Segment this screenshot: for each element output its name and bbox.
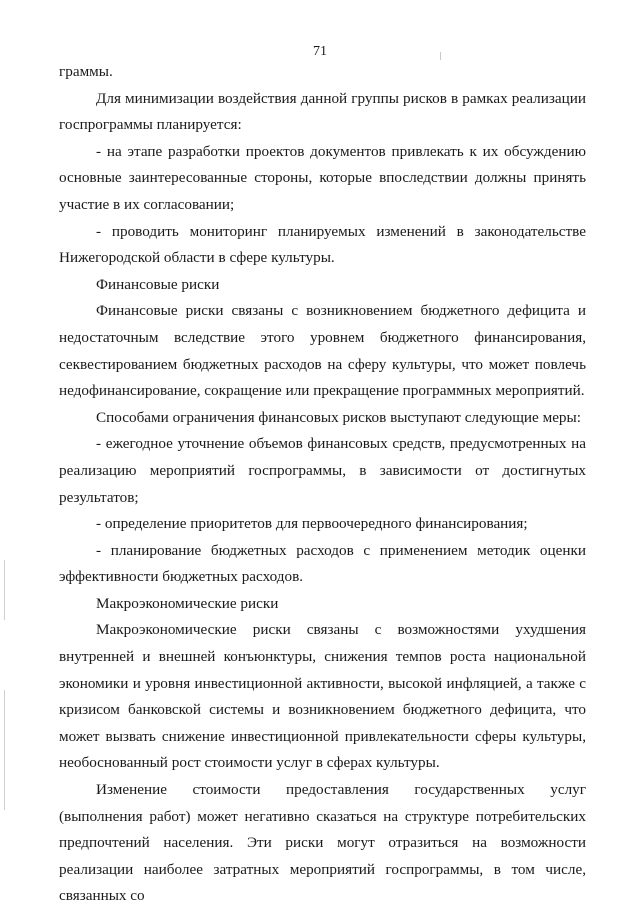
scan-edge-mark (4, 690, 5, 810)
body-paragraph: - определение приоритетов для первоочередного финансирования; (96, 515, 528, 533)
body-paragraph: Изменение стоимости предоставления государственных услуг (выполнения работ) может негативно сказаться на структуре потребительских предпочтений населения. Эти риски могут отразиться на возможности реализации наиболее затратных мероприятий госпрограммы, в том числе, связанных со (59, 781, 586, 905)
body-paragraph: Финансовые риски связаны с возникновением бюджетного дефицита и недостаточным вследствие этого уровнем бюджетного финансирования, секвестированием бюджетных расходов на сферу культуры, что может повлечь недофинансирование, сокращение или прекращение программных мероприятий. (59, 302, 586, 400)
page-number: 71 (313, 44, 327, 59)
body-paragraph: - планирование бюджетных расходов с применением методик оценки эффективности бюджетных расходов. (59, 541, 586, 586)
body-paragraph: Способами ограничения финансовых рисков выступают следующие меры: (96, 408, 581, 426)
section-heading: Макроэкономические риски (96, 594, 279, 612)
scan-edge-mark (4, 560, 5, 620)
body-paragraph: - проводить мониторинг планируемых изменений в законодательстве Нижегородской области в сфере культуры. (59, 222, 586, 267)
document-body (59, 59, 586, 910)
body-paragraph: Макроэкономические риски связаны с возможностями ухудшения внутренней и внешней конъюнктуры, снижения темпов роста национальной экономики и уровня инвестиционной активности, высокой инфляцией, а также с кризисом банковской системы и возникновением бюджетного дефицита, что может вызвать снижение инвестиционной привлекательности сферы культуры, необоснованный рост стоимости услуг в сферах культуры. (59, 621, 586, 772)
section-heading: Финансовые риски (96, 275, 220, 293)
body-paragraph: - на этапе разработки проектов документов привлекать к их обсуждению основные заинтересованные стороны, которые впоследствии должны принять участие в их согласовании; (59, 142, 586, 213)
body-paragraph: - ежегодное уточнение объемов финансовых средств, предусмотренных на реализацию мероприятий госпрограммы, в зависимости от достигнутых результатов; (59, 435, 586, 506)
body-paragraph: граммы. (59, 63, 113, 80)
body-paragraph: Для минимизации воздействия данной группы рисков в рамках реализации госпрограммы планируется: (59, 89, 586, 134)
